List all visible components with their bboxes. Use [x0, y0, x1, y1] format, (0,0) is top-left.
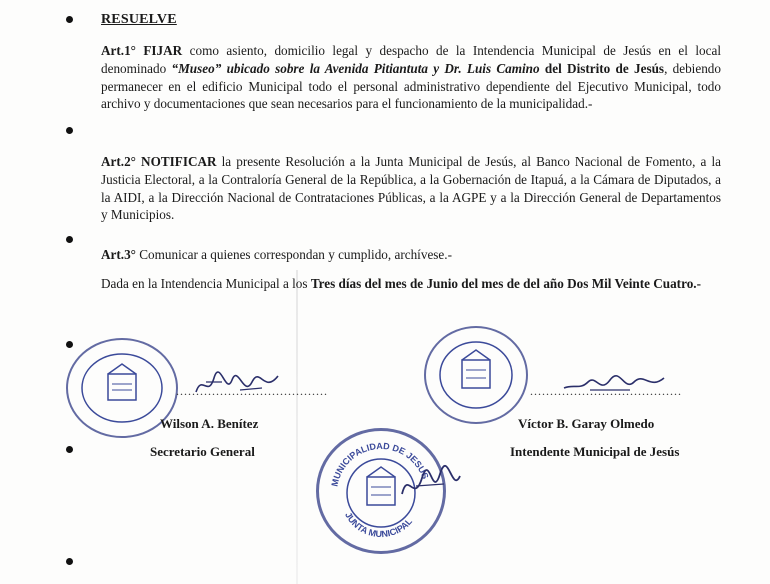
seal-center-bottom-text: JUNTA MUNICIPAL — [343, 510, 415, 540]
paper-fold-line — [296, 270, 298, 584]
bullet-dot-icon — [66, 446, 73, 453]
article-1-text-c: , debiendo permanecer en el edificio Municipal todo el personal administrativo dependiente del Ejecutivo Municipal, todo archivo y documentaciones que sean necesarios para el funcionamiento de la municipalidad.- — [101, 60, 721, 112]
seal-center-top-text: MUNICIPALIDAD DE JESUS — [329, 440, 431, 488]
resolution-heading: RESUELVE — [101, 12, 177, 27]
right-signatory-title: Intendente Municipal de Jesús — [510, 444, 680, 459]
left-signatory-name: Wilson A. Benítez — [160, 416, 259, 431]
signature-scribble-center-icon — [396, 464, 466, 508]
article-3-text: Comunicar a quienes correspondan y cumplido, archívese.- — [135, 247, 452, 262]
left-signatory-title: Secretario General — [150, 444, 255, 459]
closing-date: Tres días del mes de Junio del mes de del año Dos Mil Veinte Cuatro.- — [310, 276, 701, 291]
article-2-text: la presente Resolución a la Junta Municipal de Jesús, al Banco Nacional de Fomento, a la Justicia Electoral, a la Contraloría General de la República, a la Gobernación de Itapuá, a la Cámara de Diputados, a la AIDI, a la Dirección Nacional de Contrataciones Públicas, a la AGPE y a la Dirección General de Departamentos y Municipios. — [101, 154, 721, 223]
right-signatory-name: Víctor B. Garay Olmedo — [518, 416, 655, 431]
bullet-dot-icon — [66, 558, 73, 565]
bullet-dot-icon — [66, 236, 73, 243]
article-3 — [101, 246, 721, 264]
svg-text:JUNTA MUNICIPAL — [343, 511, 414, 540]
article-2 — [101, 153, 721, 224]
article-1 — [101, 42, 721, 113]
article-2-label: Art.2° NOTIFICAR — [101, 154, 217, 169]
closing-text: Dada en la Intendencia Municipal a los — [101, 276, 311, 291]
closing-paragraph — [101, 275, 721, 293]
bullet-dot-icon — [66, 16, 73, 23]
article-1-district: del Distrito de Jesús — [539, 60, 665, 76]
signature-line-left: ...................................... — [176, 384, 328, 398]
bullet-dot-icon — [66, 127, 73, 134]
article-1-label: Art.1° FIJAR — [101, 43, 183, 58]
municipal-seal-right-icon — [424, 326, 528, 424]
article-1-text-a: como asiento, domicilio legal y despacho de la Intendencia Municipal de Jesús en el local denominado — [101, 43, 721, 76]
signature-line-right: ...................................... — [530, 384, 682, 398]
article-3-label: Art.3° — [101, 247, 136, 262]
article-1-local-name: “Museo” ubicado sobre la Avenida Pitiantuta y Dr. Luis Camino — [171, 60, 540, 76]
